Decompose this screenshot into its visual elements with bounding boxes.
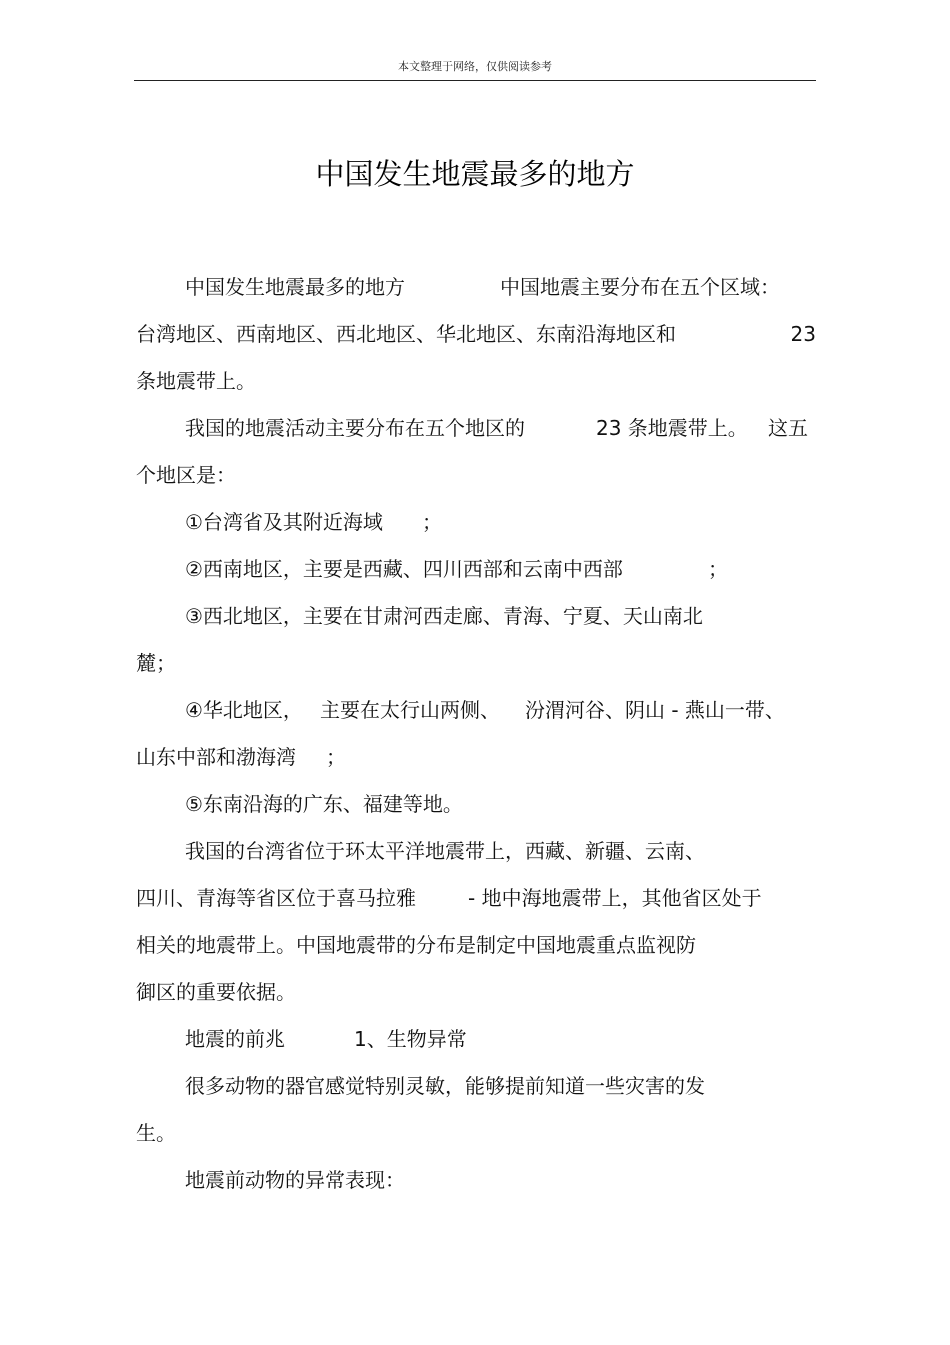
paragraph-1-number: 23 xyxy=(790,322,816,346)
paragraph-1-line-3: 条地震带上。 xyxy=(136,369,256,393)
page-header: 本文整理于网络，仅供阅读参考 xyxy=(398,60,552,73)
paragraph-2-line-1b: 23 条地震带上。 xyxy=(596,416,748,440)
list-item-2: ②西南地区，主要是西藏、四川西部和云南中西部 xyxy=(185,557,623,581)
list-item-4c: 汾渭河谷、阴山 - 燕山一带、 xyxy=(525,698,785,722)
paragraph-3-line-2a: 四川、青海等省区位于喜马拉雅 xyxy=(136,886,416,910)
document-title: 中国发生地震最多的地方 xyxy=(315,157,635,191)
list-item-4a: ④华北地区， xyxy=(185,698,303,722)
paragraph-5-line-2: 生。 xyxy=(136,1121,176,1145)
paragraph-2-line-2: 个地区是： xyxy=(136,463,236,487)
section-heading: 地震的前兆 xyxy=(185,1027,285,1051)
list-item-1: ①台湾省及其附近海域 xyxy=(185,510,383,534)
list-item-3-cont: 麓； xyxy=(136,651,176,675)
paragraph-3-line-4: 御区的重要依据。 xyxy=(136,980,296,1004)
list-item-5: ⑤东南沿海的广东、福建等地。 xyxy=(185,792,463,816)
paragraph-1-line-2: 台湾地区、西南地区、西北地区、华北地区、东南沿海地区和 xyxy=(136,322,676,346)
paragraph-3-line-3: 相关的地震带上。中国地震带的分布是制定中国地震重点监视防 xyxy=(136,933,696,957)
section-subheading: 1、生物异常 xyxy=(354,1027,467,1051)
paragraph-2-line-1c: 这五 xyxy=(768,416,808,440)
list-item-4-punct: ； xyxy=(326,745,346,769)
header-divider xyxy=(134,80,816,81)
paragraph-1-line-1b: 中国地震主要分布在五个区域： xyxy=(500,275,780,299)
paragraph-5-line-1: 很多动物的器官感觉特别灵敏，能够提前知道一些灾害的发 xyxy=(185,1074,705,1098)
paragraph-1-line-1a: 中国发生地震最多的地方 xyxy=(185,275,405,299)
list-item-3: ③西北地区，主要在甘肃河西走廊、青海、宁夏、天山南北 xyxy=(185,604,703,628)
paragraph-3-line-1: 我国的台湾省位于环太平洋地震带上，西藏、新疆、云南、 xyxy=(185,839,705,863)
paragraph-3-line-2b: - 地中海地震带上，其他省区处于 xyxy=(468,886,762,910)
list-item-4b: 主要在太行山两侧、 xyxy=(320,698,500,722)
list-item-2-punct: ； xyxy=(708,557,728,581)
list-item-4d: 山东中部和渤海湾 xyxy=(136,745,296,769)
paragraph-6-line-1: 地震前动物的异常表现： xyxy=(185,1168,405,1192)
paragraph-2-line-1a: 我国的地震活动主要分布在五个地区的 xyxy=(185,416,525,440)
list-item-1-punct: ； xyxy=(422,510,442,534)
